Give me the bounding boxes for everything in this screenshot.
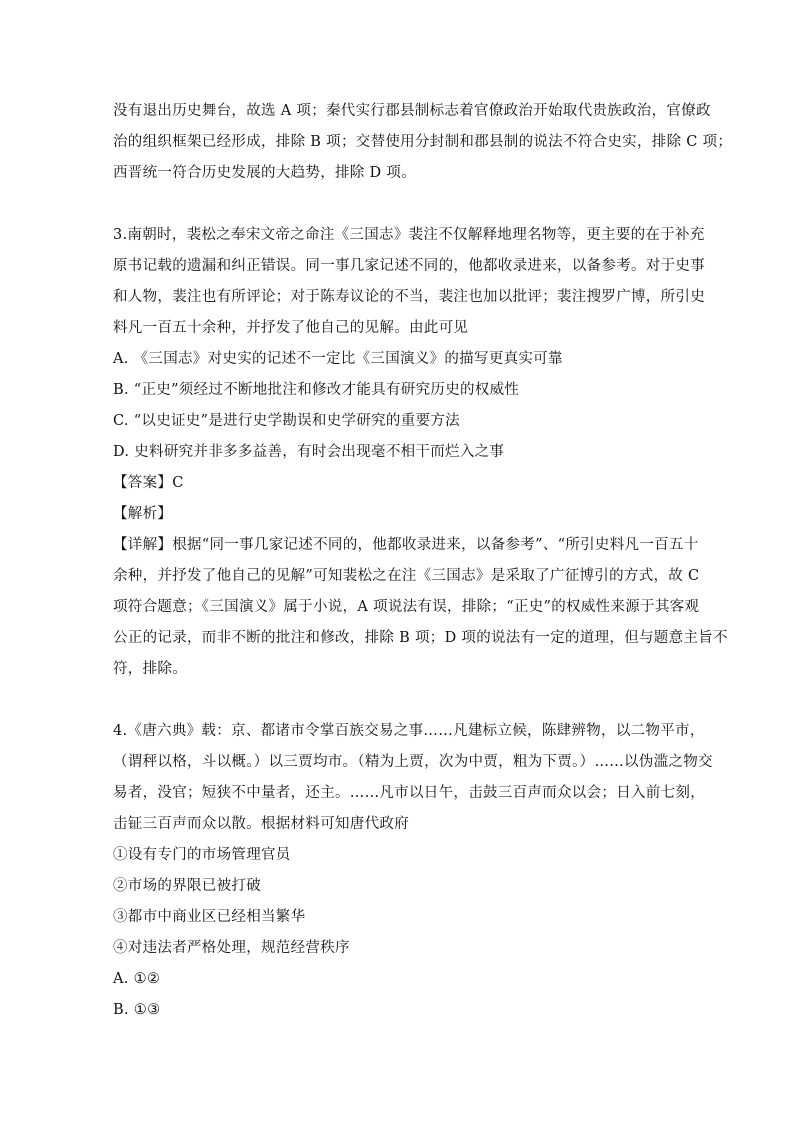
text-line: 西晋统一符合历史发展的大趋势，排除 D 项。 bbox=[113, 165, 416, 181]
question-stem-line: 4.《唐六典》载：京、都诸市令掌百族交易之事……凡建标立候，陈肆辨物，以二物平市， bbox=[113, 723, 705, 739]
question-stem-line: 易者，没官；短狭不中量者，还主。……凡市以日午，击鼓三百声而众以会；日入前七刻， bbox=[113, 785, 705, 801]
question-3 bbox=[113, 220, 728, 685]
question-stem-line: 击钲三百声而众以散。根据材料可知唐代政府 bbox=[113, 816, 409, 832]
spacer bbox=[113, 685, 683, 716]
text-line: 治的组织框架已经形成，排除 B 项；交替使用分封制和郡县制的说法不符合史实，排除 C 项； bbox=[113, 134, 733, 150]
analysis-line: 项符合题意；《三国演义》属于小说，A 项说法有误，排除；“正史”的权威性来源于其客观 bbox=[113, 599, 700, 615]
option-d: D. 史料研究并非多多益善，有时会出现毫不相干而烂入之事 bbox=[113, 444, 505, 460]
question-stem-line: 3.南朝时，裴松之奉宋文帝之命注《三国志》裴注不仅解释地理名物等，更主要的在于补充 bbox=[113, 227, 705, 243]
question-stem-line: 原书记载的遗漏和纠正错误。同一事几家记述不同的，他都收录进来，以备参考。对于史事 bbox=[113, 258, 705, 274]
option-a: A. ①② bbox=[113, 971, 161, 987]
option-c: C. “以史证史”是进行史学勘误和史学研究的重要方法 bbox=[113, 413, 460, 429]
question-stem-line: 料凡一百五十余种，并抒发了他自己的见解。由此可见 bbox=[113, 320, 469, 336]
statement-3: ③都市中商业区已经相当繁华 bbox=[113, 909, 306, 925]
previous-analysis bbox=[113, 96, 733, 189]
spacer bbox=[113, 189, 683, 220]
question-stem-line: （谓秤以格，斗以概。）以三贾均市。（精为上贾，次为中贾，粗为下贾。）……以伪滥之物交 bbox=[113, 754, 713, 770]
option-b: B. “正史”须经过不断地批注和修改才能具有研究历史的权威性 bbox=[113, 382, 520, 398]
analysis-heading: 【解析】 bbox=[113, 506, 173, 522]
option-b: B. ①③ bbox=[113, 1002, 161, 1018]
statement-2: ②市场的界限已被打破 bbox=[113, 878, 261, 894]
statement-1: ①设有专门的市场管理官员 bbox=[113, 847, 291, 863]
analysis-line: 符，排除。 bbox=[113, 661, 187, 677]
analysis-line: 公正的记录，而非不断的批注和修改，排除 B 项；D 项的说法有一定的道理，但与题意主旨不 bbox=[113, 630, 728, 646]
document-page bbox=[113, 96, 733, 1026]
statement-4: ④对违法者严格处理，规范经营秩序 bbox=[113, 940, 350, 956]
answer-line: 【答案】C bbox=[113, 475, 184, 491]
option-a: A. 《三国志》对史实的记述不一定比《三国演义》的描写更真实可靠 bbox=[113, 351, 563, 367]
question-4 bbox=[113, 716, 713, 1026]
text-line: 没有退出历史舞台，故选 A 项；秦代实行郡县制标志着官僚政治开始取代贵族政治，官僚政 bbox=[113, 103, 711, 119]
question-stem-line: 和人物，裴注也有所评论；对于陈寿议论的不当，裴注也加以批评；裴注搜罗广博，所引史 bbox=[113, 289, 705, 305]
analysis-line: 【详解】根据“同一事几家记述不同的，他都收录进来，以备参考”、“所引史料凡一百五十 bbox=[113, 537, 699, 553]
analysis-line: 余种，并抒发了他自己的见解”可知裴松之在注《三国志》是采取了广征博引的方式，故 C bbox=[113, 568, 700, 584]
